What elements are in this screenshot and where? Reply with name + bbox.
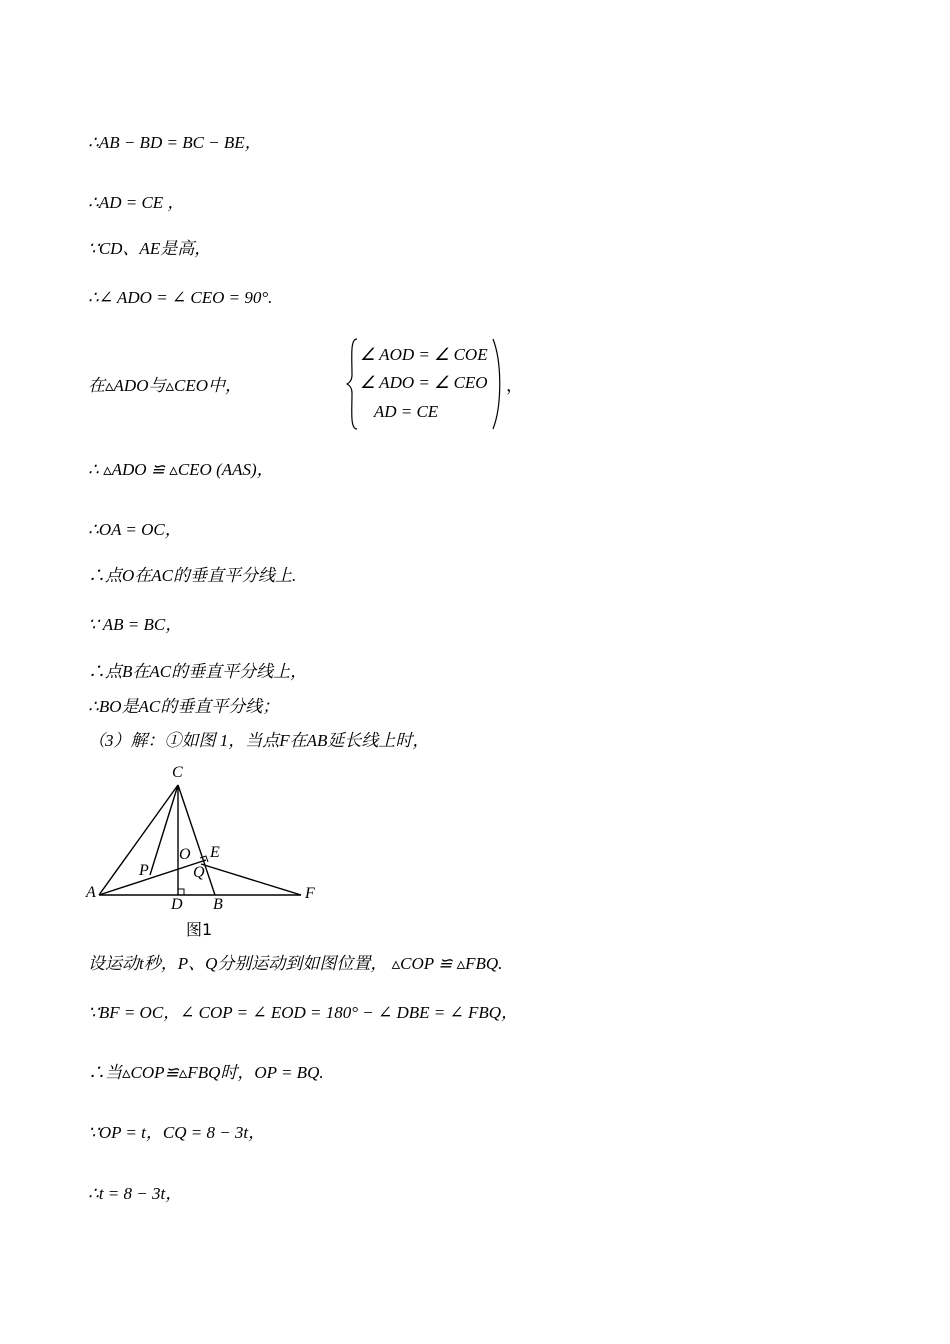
system-lead: 在▵ADO与▵CEO中， bbox=[88, 376, 243, 395]
label-point-o: O bbox=[179, 846, 191, 863]
proof-line-8: ∴点O在AC的垂直平分线上. bbox=[88, 566, 297, 585]
label-point-a: A bbox=[86, 884, 96, 901]
label-point-b: B bbox=[213, 896, 223, 913]
proof-line-9: ∵ AB = BC， bbox=[88, 615, 183, 634]
proof-line-14: ∵BF = OC，∠ COP = ∠ EOD = 180° − ∠ DBE = ∠ FBQ， bbox=[88, 1003, 519, 1022]
label-point-p: P bbox=[139, 862, 149, 879]
right-paren-icon bbox=[490, 337, 504, 431]
proof-line-15: ∴当▵COP≌▵FBQ时，OP = BQ. bbox=[88, 1063, 324, 1082]
proof-line-4: ∴∠ ADO = ∠ CEO = 90°. bbox=[88, 288, 273, 307]
label-point-f: F bbox=[305, 885, 315, 902]
part3-heading: （3）解：①如图 1，当点F在AB延长线上时， bbox=[88, 731, 430, 750]
system-tail: ， bbox=[506, 376, 523, 396]
proof-line-17: ∴t = 8 − 3t， bbox=[88, 1184, 183, 1203]
proof-line-7: ∴OA = OC， bbox=[88, 520, 182, 539]
equation-system bbox=[88, 337, 523, 431]
proof-line-10: ∴点B在AC的垂直平分线上， bbox=[88, 662, 308, 681]
label-point-e: E bbox=[210, 844, 220, 861]
proof-line-11: ∴BO是AC的垂直平分线； bbox=[88, 697, 280, 716]
proof-line-3: ∵CD、AE是高， bbox=[88, 239, 212, 258]
system-equation-2: ∠ ADO = ∠ CEO bbox=[360, 373, 488, 392]
system-equation-1: ∠ AOD = ∠ COE bbox=[360, 345, 488, 364]
label-point-c: C bbox=[172, 764, 183, 781]
proof-line-13: 设运动t秒，P、Q分别运动到如图位置， ▵COP ≌ ▵FBQ. bbox=[88, 954, 503, 973]
label-point-d: D bbox=[171, 896, 183, 913]
proof-line-2: ∴AD = CE ， bbox=[88, 193, 185, 212]
proof-line-1: ∴AB − BD = BC − BE， bbox=[88, 133, 262, 152]
figure-caption: 图1 bbox=[186, 920, 213, 939]
label-point-q: Q bbox=[193, 864, 205, 881]
proof-line-6: ∴ ▵ADO ≌ ▵CEO (AAS)， bbox=[88, 460, 274, 479]
system-equation-3: AD = CE bbox=[373, 402, 439, 421]
proof-line-16: ∵OP = t，CQ = 8 − 3t， bbox=[88, 1123, 266, 1142]
geometry-figure-1 bbox=[80, 760, 350, 945]
